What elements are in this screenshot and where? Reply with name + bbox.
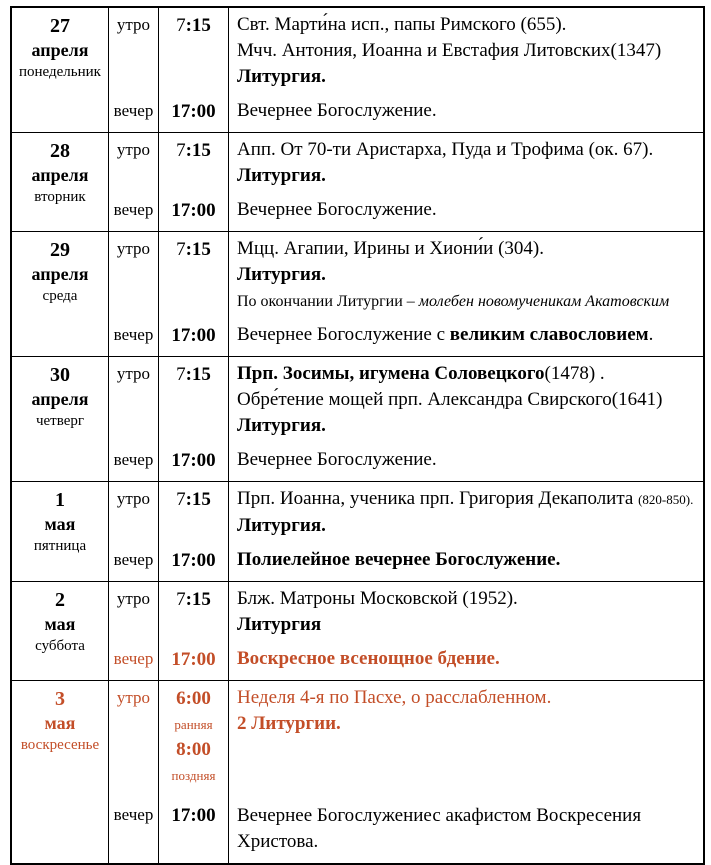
text-segment: 17:00: [171, 450, 216, 471]
description-line: [237, 236, 699, 262]
morning-time-cell: [158, 357, 228, 443]
description-line: [237, 547, 699, 573]
morning-period-label: утро: [108, 8, 158, 94]
text-segment: По окончании Литургии –: [237, 293, 419, 310]
description-line: [237, 163, 699, 189]
time-value: [163, 362, 224, 387]
date-cell: [12, 133, 108, 231]
text-segment: .: [648, 324, 654, 345]
text-segment: :15: [185, 140, 211, 161]
time-value: [163, 587, 224, 612]
text-segment: 2 Литургии.: [237, 713, 341, 734]
text-segment: Блж. Матроны Московской (1952).: [237, 588, 518, 609]
date-cell: [12, 8, 108, 132]
evening-time-cell: [158, 791, 228, 863]
evening-period-label: вечер: [108, 193, 158, 231]
text-segment: Литургия.: [237, 165, 326, 186]
evening-time-cell: [158, 318, 228, 356]
month-name: апреля: [31, 40, 89, 60]
time-value: [163, 711, 224, 737]
day-number: 29: [50, 239, 70, 261]
date-cell: [12, 681, 108, 863]
day-row: [12, 356, 703, 481]
date-cell: [12, 357, 108, 481]
text-segment: :15: [185, 364, 211, 385]
month-name: апреля: [31, 264, 89, 284]
text-segment: 7: [176, 364, 186, 385]
text-segment: Прп. Зосимы, игумена Соловецкого: [237, 363, 545, 384]
time-value: [163, 99, 224, 124]
description-line: [237, 586, 699, 612]
time-value: [163, 647, 224, 672]
morning-period-label: утро: [108, 482, 158, 543]
description-line: [237, 711, 699, 737]
time-value: [163, 487, 224, 512]
month-name: мая: [44, 514, 76, 534]
evening-service-description: [228, 443, 703, 481]
text-segment: 17:00: [171, 805, 216, 826]
description-line: [237, 137, 699, 163]
evening-period-label: вечер: [108, 791, 158, 863]
morning-service-description: [228, 681, 703, 791]
text-segment: 17:00: [171, 550, 216, 571]
month-name: апреля: [31, 389, 89, 409]
morning-period-label: утро: [108, 357, 158, 443]
morning-service-description: [228, 582, 703, 642]
morning-service-description: [228, 482, 703, 543]
description-line: [237, 447, 699, 473]
evening-period-label: вечер: [108, 94, 158, 132]
text-segment: Вечернее Богослужение.: [237, 449, 437, 470]
text-segment: Полиелейное вечернее Богослужение.: [237, 549, 561, 570]
evening-service-description: [228, 94, 703, 132]
text-segment: 6:00: [176, 688, 211, 709]
description-line: [237, 12, 699, 38]
day-row: [12, 481, 703, 581]
description-line: [237, 361, 699, 387]
text-segment: :15: [185, 15, 211, 36]
month-name: мая: [44, 713, 76, 733]
description-line: [237, 612, 699, 638]
text-segment: 17:00: [171, 325, 216, 346]
evening-time-cell: [158, 94, 228, 132]
time-value: [163, 737, 224, 762]
service-schedule-table: [10, 6, 705, 865]
evening-service-description: [228, 642, 703, 680]
morning-period-label: утро: [108, 681, 158, 791]
description-line: [237, 288, 699, 314]
evening-period-label: вечер: [108, 642, 158, 680]
month-name: мая: [44, 614, 76, 634]
day-number: 2: [55, 589, 65, 611]
text-segment: Вечернее Богослужениес акафистом Воскресения Христова.: [237, 805, 642, 852]
weekday-name: среда: [42, 288, 78, 304]
weekday-name: понедельник: [19, 64, 101, 80]
morning-time-cell: [158, 133, 228, 193]
text-segment: молебен новомученикам Акатовским: [418, 293, 670, 310]
text-segment: Литургия: [237, 614, 322, 635]
text-segment: Свт. Марти́на исп., папы Римского (655).: [237, 14, 567, 35]
time-value: [163, 448, 224, 473]
morning-service-description: [228, 8, 703, 94]
day-row: [12, 132, 703, 231]
description-line: [237, 387, 699, 413]
text-segment: ранняя: [174, 717, 213, 732]
text-segment: 17:00: [171, 200, 216, 221]
time-value: [163, 803, 224, 828]
morning-period-label: утро: [108, 232, 158, 318]
text-segment: 17:00: [171, 101, 216, 122]
text-segment: 7: [176, 239, 186, 260]
text-segment: 17:00: [171, 649, 216, 670]
time-value: [163, 323, 224, 348]
text-segment: Неделя 4-я по Пасхе, о расслабленном.: [237, 687, 552, 708]
text-segment: Вечернее Богослужение.: [237, 100, 437, 121]
weekday-name: четверг: [35, 413, 85, 429]
morning-time-cell: [158, 482, 228, 543]
text-segment: великим славословием: [449, 324, 649, 345]
evening-time-cell: [158, 193, 228, 231]
time-value: [163, 548, 224, 573]
text-segment: Мцц. Агапии, Ирины и Хиони́и (304).: [237, 238, 544, 259]
morning-time-cell: [158, 232, 228, 318]
weekday-name: вторник: [34, 189, 86, 205]
morning-time-cell: [158, 681, 228, 791]
time-value: [163, 762, 224, 788]
time-value: [163, 198, 224, 223]
day-number: 27: [50, 15, 70, 37]
text-segment: (820-850).: [638, 492, 694, 507]
description-line: [237, 803, 699, 855]
text-segment: Литургия.: [237, 264, 326, 285]
description-line: [237, 64, 699, 90]
text-segment: Литургия.: [237, 66, 326, 87]
evening-service-description: [228, 543, 703, 581]
day-row: [12, 581, 703, 680]
evening-period-label: вечер: [108, 543, 158, 581]
evening-time-cell: [158, 443, 228, 481]
description-line: [237, 98, 699, 124]
text-segment: Вечернее Богослужение с: [237, 324, 450, 345]
time-value: [163, 13, 224, 38]
text-segment: Вечернее Богослужение.: [237, 199, 437, 220]
evening-time-cell: [158, 543, 228, 581]
text-segment: поздняя: [171, 768, 216, 783]
description-line: [237, 413, 699, 439]
date-cell: [12, 482, 108, 581]
text-segment: Литургия.: [237, 515, 326, 536]
day-row: [12, 680, 703, 863]
day-number: 1: [55, 489, 65, 511]
description-line: [237, 486, 699, 513]
month-name: апреля: [31, 165, 89, 185]
text-segment: Обре́тение мощей прп. Александра Свирского(1641): [237, 389, 663, 410]
morning-service-description: [228, 232, 703, 318]
text-segment: Апп. От 70-ти Аристарха, Пуда и Трофима (ок. 67).: [237, 139, 654, 160]
time-value: [163, 686, 224, 711]
description-line: [237, 322, 699, 348]
description-line: [237, 262, 699, 288]
text-segment: :15: [185, 589, 211, 610]
morning-period-label: утро: [108, 582, 158, 642]
text-segment: 7: [176, 489, 186, 510]
date-cell: [12, 232, 108, 356]
morning-time-cell: [158, 582, 228, 642]
day-row: [12, 231, 703, 356]
text-segment: Воскресное всенощное бдение.: [237, 648, 500, 669]
text-segment: 7: [176, 15, 186, 36]
day-number: 30: [50, 364, 70, 386]
description-line: [237, 513, 699, 539]
day-number: 3: [55, 688, 65, 710]
evening-period-label: вечер: [108, 318, 158, 356]
description-line: [237, 38, 699, 64]
time-value: [163, 138, 224, 163]
text-segment: :15: [185, 489, 211, 510]
time-value: [163, 237, 224, 262]
morning-period-label: утро: [108, 133, 158, 193]
evening-service-description: [228, 193, 703, 231]
evening-time-cell: [158, 642, 228, 680]
text-segment: Литургия.: [237, 415, 326, 436]
morning-service-description: [228, 133, 703, 193]
text-segment: Мчч. Антония, Иоанна и Евстафия Литовских(1347): [237, 40, 662, 61]
date-cell: [12, 582, 108, 680]
weekday-name: воскресенье: [20, 737, 100, 753]
text-segment: 7: [176, 140, 186, 161]
weekday-name: пятница: [33, 538, 87, 554]
text-segment: 7: [176, 589, 186, 610]
weekday-name: суббота: [35, 638, 85, 654]
day-number: 28: [50, 140, 70, 162]
evening-period-label: вечер: [108, 443, 158, 481]
description-line: [237, 685, 699, 711]
day-row: [12, 8, 703, 132]
text-segment: (1478) .: [544, 363, 605, 384]
text-segment: 8:00: [176, 739, 211, 760]
text-segment: Прп. Иоанна, ученика прп. Григория Декаполита: [237, 488, 639, 509]
evening-service-description: [228, 791, 703, 863]
morning-service-description: [228, 357, 703, 443]
evening-service-description: [228, 318, 703, 356]
description-line: [237, 197, 699, 223]
description-line: [237, 646, 699, 672]
text-segment: :15: [185, 239, 211, 260]
morning-time-cell: [158, 8, 228, 94]
